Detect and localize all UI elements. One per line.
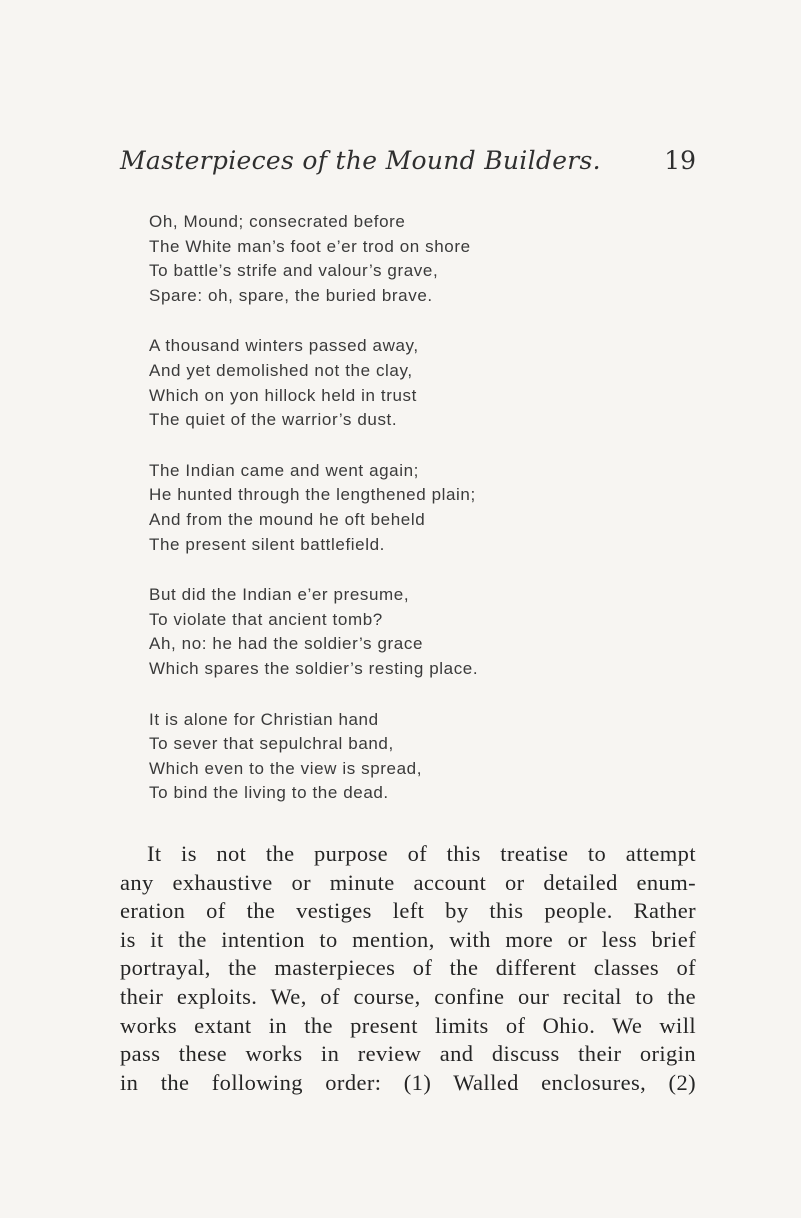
verse-line: And yet demolished not the clay, <box>149 360 413 380</box>
paragraph-line: eration of the vestiges left by this people. Rather <box>120 898 696 924</box>
verse-line: Which spares the soldier’s resting place. <box>149 658 479 678</box>
verse-line: Which even to the view is spread, <box>149 758 423 778</box>
verse-line: To battle’s strife and valour’s grave, <box>149 261 439 281</box>
verse-line: He hunted through the lengthened plain; <box>149 485 476 505</box>
running-title: Masterpieces of the Mound Builders. <box>120 146 601 175</box>
poem-stanza-4 <box>149 583 669 681</box>
verse-line: A thousand winters passed away, <box>149 336 419 356</box>
verse-line: Oh, Mound; consecrated before <box>149 212 406 231</box>
verse-line: To bind the living to the dead. <box>149 783 389 803</box>
paragraph-line: pass these works in review and discuss their origin <box>120 1041 696 1067</box>
verse-line: The Indian came and went again; <box>149 460 419 480</box>
verse-line: But did the Indian e’er presume, <box>149 585 410 605</box>
paragraph-line: their exploits. We, of course, confine our recital to the <box>120 983 696 1009</box>
running-head <box>120 146 696 182</box>
paragraph-line: works extant in the present limits of Ohio. We will <box>120 1012 696 1038</box>
poem-stanza-3 <box>149 459 669 557</box>
body-paragraph <box>120 840 696 1097</box>
poem-stanza-1 <box>149 210 669 308</box>
verse-line: The present silent battlefield. <box>149 534 385 554</box>
poem <box>149 210 669 806</box>
poem-stanza-5 <box>149 708 669 806</box>
paragraph-line: is it the intention to mention, with more or less brief <box>120 926 696 952</box>
verse-line: To violate that ancient tomb? <box>149 609 383 629</box>
verse-line: To sever that sepulchral band, <box>149 734 394 754</box>
paragraph-line: any exhaustive or minute account or detailed enum- <box>120 869 696 895</box>
verse-line: The White man’s foot e’er trod on shore <box>149 236 471 256</box>
verse-line: Which on yon hillock held in trust <box>149 385 417 405</box>
verse-line: And from the mound he oft beheld <box>149 509 426 529</box>
paragraph-line: It is not the purpose of this treatise to attempt <box>147 841 696 866</box>
paragraph-line: in the following order: (1) Walled enclosures, (2) <box>120 1069 696 1095</box>
page-number: 19 <box>664 146 696 175</box>
verse-line: Spare: oh, spare, the buried brave. <box>149 285 433 305</box>
verse-line: Ah, no: he had the soldier’s grace <box>149 634 423 654</box>
verse-line: The quiet of the warrior’s dust. <box>149 410 398 430</box>
paragraph-line: portrayal, the masterpieces of the different classes of <box>120 955 696 981</box>
verse-line: It is alone for Christian hand <box>149 709 379 729</box>
poem-stanza-2 <box>149 334 669 432</box>
